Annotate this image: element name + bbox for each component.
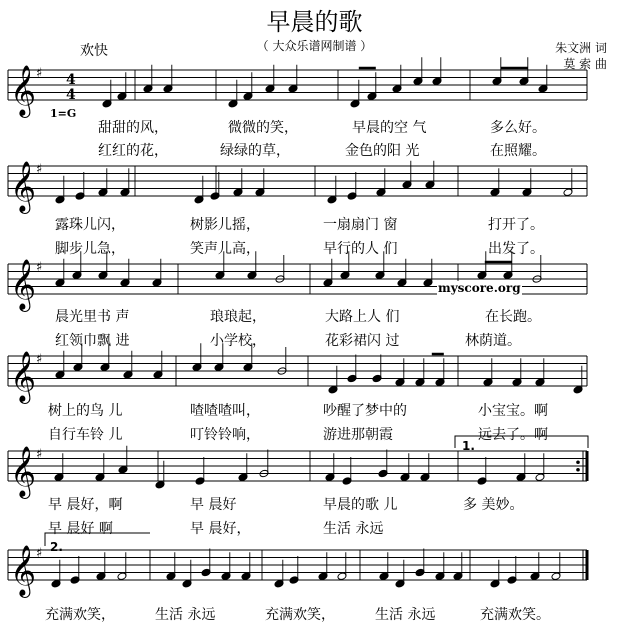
repeat-dot: [576, 460, 580, 464]
lyric-phrase: 露珠儿闪，: [55, 217, 125, 233]
treble-clef-icon: 𝄞: [10, 545, 37, 596]
treble-clef-icon: 𝄞: [10, 351, 37, 402]
lyric-phrase: 吵醒了梦中的: [323, 403, 407, 419]
lyric-phrase: 甜甜的风，: [98, 120, 168, 136]
lyric-phrase: 晨光里书 声: [55, 309, 130, 325]
lyric-phrase: 金色的阳 光: [345, 143, 420, 159]
sharp-icon: ♯: [36, 545, 43, 561]
lyric-phrase: 生活 永远: [155, 607, 216, 623]
song-title: 早晨的歌: [266, 8, 363, 36]
lyric-phrase: 喳喳喳叫，: [190, 403, 260, 419]
lyric-phrase: 红红的花，: [98, 143, 168, 159]
lyric-phrase: 红领巾飘 进: [55, 333, 130, 349]
volta-first-label: 1.: [462, 439, 475, 453]
lyric-phrase: 生活 永远: [375, 607, 436, 623]
treble-clef-icon: 𝄞: [10, 65, 37, 116]
lyric-phrase: 充满欢笑，: [45, 607, 115, 623]
sharp-icon: ♯: [36, 351, 43, 367]
lyric-phrase: 早行的人 们: [323, 241, 398, 257]
lyric-phrase: 微微的笑，: [228, 120, 298, 136]
lyric-phrase: 树上的鸟 儿: [48, 403, 123, 419]
lyric-phrase: 早 晨好，啊: [48, 497, 123, 513]
sharp-icon: ♯: [36, 161, 43, 177]
lyric-phrase: 早 晨好 啊: [48, 521, 113, 537]
lyric-phrase: 绿绿的草，: [220, 143, 290, 159]
time-signature-bottom: 4: [66, 87, 76, 103]
lyric-phrase: 小宝宝。啊: [478, 403, 548, 419]
subtitle: （ 大众乐谱网制谱 ）: [256, 39, 373, 53]
lyric-phrase: 游进那朝霞: [323, 427, 393, 443]
lyric-phrase: 远去了。啊: [478, 427, 548, 443]
watermark: myscore.org: [438, 281, 521, 295]
lyric-phrase: 早晨的空 气: [352, 120, 427, 136]
lyric-phrase: 叮铃铃响，: [190, 427, 260, 443]
lyric-phrase: 多么好。: [490, 120, 546, 136]
treble-clef-icon: 𝄞: [10, 446, 37, 497]
treble-clef-icon: 𝄞: [10, 161, 37, 212]
lyric-phrase: 在长跑。: [485, 309, 541, 325]
lyric-phrase: 充满欢笑。: [480, 607, 550, 623]
lyric-phrase: 早 晨好: [190, 497, 237, 513]
volta-second-label: 2.: [50, 540, 63, 554]
lyric-phrase: 花彩裙闪 过: [325, 333, 400, 349]
lyric-phrase: 林荫道。: [465, 333, 521, 349]
lyricist-credit: 朱文洲 词: [555, 41, 607, 55]
lyric-phrase: 自行车铃 儿: [48, 427, 123, 443]
lyric-phrase: 早晨的歌 儿: [323, 497, 398, 513]
lyric-phrase: 打开了。: [488, 217, 544, 233]
lyric-phrase: 大路上人 们: [325, 309, 400, 325]
tempo-marking: 欢快: [80, 43, 108, 59]
lyric-phrase: 在照耀。: [490, 143, 546, 159]
lyric-phrase: 小学校，: [210, 333, 266, 349]
lyric-phrase: 树影儿摇，: [190, 217, 260, 233]
repeat-dot: [576, 468, 580, 472]
lyric-phrase: 充满欢笑，: [265, 607, 335, 623]
time-signature-top: 4: [66, 72, 76, 88]
lyric-phrase: 笑声儿高，: [190, 241, 260, 257]
treble-clef-icon: 𝄞: [10, 259, 37, 310]
lyric-phrase: 生活 永远: [323, 521, 384, 537]
lyric-phrase: 一扇扇门 窗: [323, 217, 398, 233]
lyric-phrase: 早 晨好，: [190, 521, 251, 537]
sharp-icon: ♯: [36, 65, 43, 81]
lyric-phrase: 脚步儿急，: [55, 241, 125, 257]
sharp-icon: ♯: [36, 446, 43, 462]
key-signature: 1=G: [50, 107, 77, 120]
lyric-phrase: 多 美妙。: [463, 497, 524, 513]
lyric-phrase: 出发了。: [488, 241, 544, 257]
sharp-icon: ♯: [36, 259, 43, 275]
lyric-phrase: 琅琅起，: [210, 309, 266, 325]
composer-credit: 莫 索 曲: [563, 57, 607, 71]
